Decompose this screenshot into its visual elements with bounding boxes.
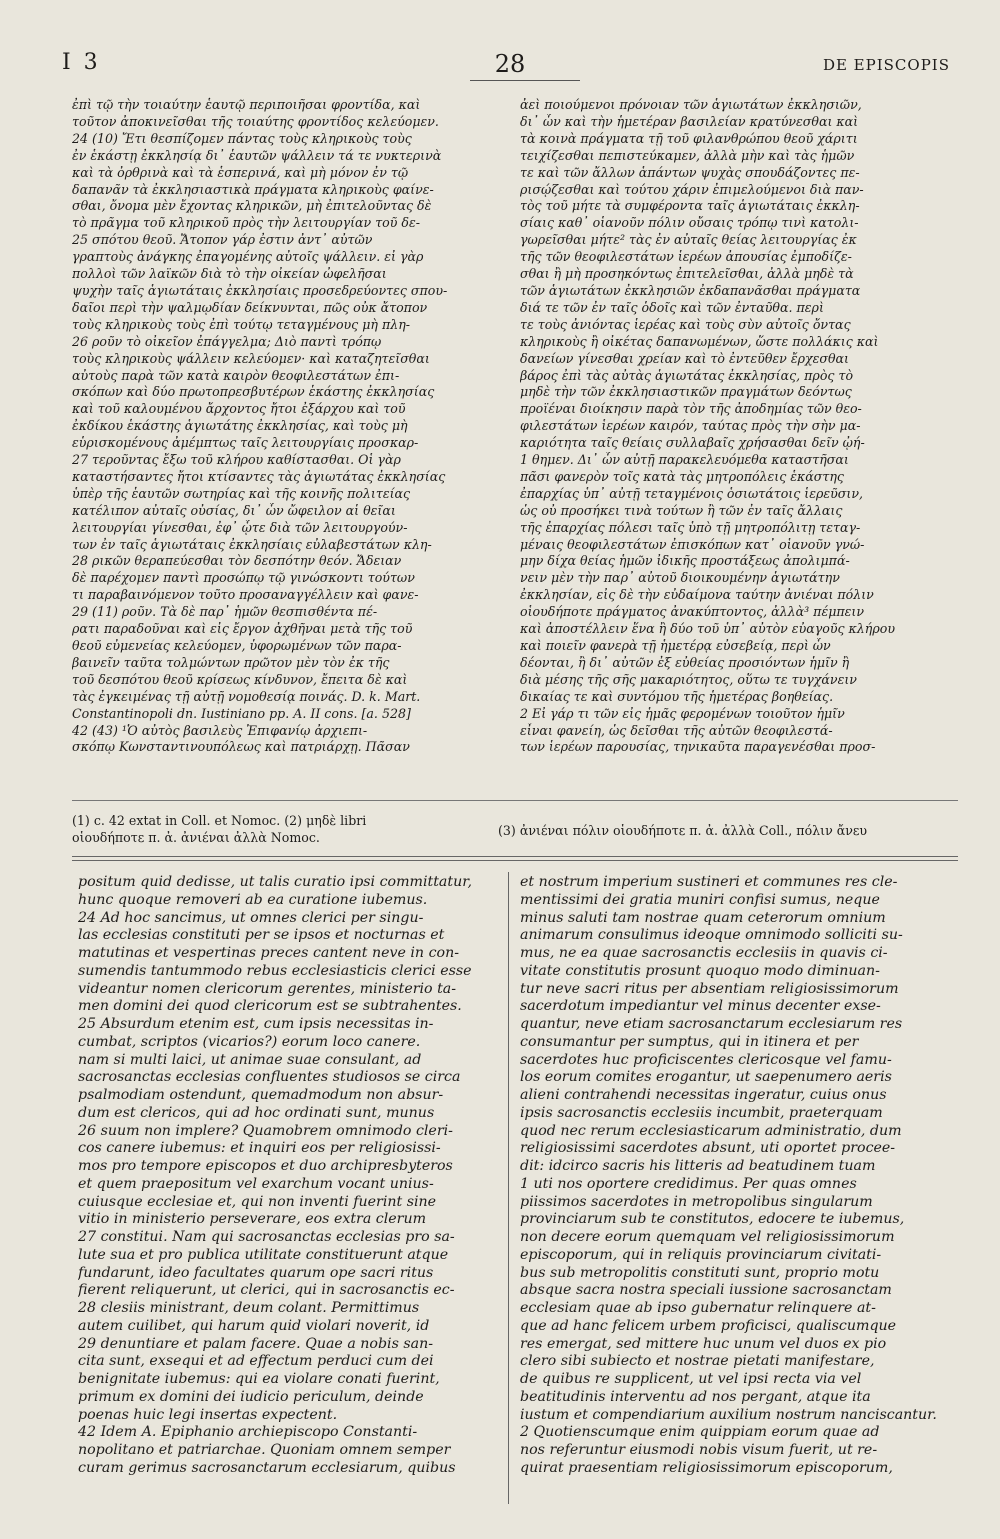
text-line: positum quid dedisse, ut talis curatio ipsi committatur, — [78, 874, 472, 890]
text-line: 42 (43) ¹Ὁ αὐτὸς βασιλεὺς Ἐπιφανίῳ ἀρχιεπι- — [72, 722, 368, 738]
footnotes-left — [72, 812, 492, 846]
text-line: res emergat, sed mittere huc unum vel duos ex pio — [520, 1335, 887, 1352]
text-line: καὶ τὰ ὀρθρινὰ καὶ τὰ ἑσπερινά, καὶ μὴ μόνον ἐν τῷ — [72, 164, 409, 180]
text-line: ἀεὶ ποιούμενοι πρόνοιαν τῶν ἁγιωτάτων ἐκκλησιῶν, — [520, 97, 862, 112]
text-line: lute sua et pro publica utilitate constituerunt atque — [78, 1246, 449, 1263]
text-line: quod nec rerum ecclesiasticarum administratio, dum — [520, 1122, 902, 1139]
text-line: (1) c. 42 extat in Coll. et Nomoc. (2) μηδὲ libri — [72, 813, 367, 828]
text-line: τοὺς κληρικοὺς ψάλλειν κελεύομεν· καὶ καταζητεῖσθαι — [72, 350, 430, 366]
text-line: ἐκκλησίαν, εἰς δὲ τὴν εὐδαίμονα ταύτην ἀνιέναι πόλιν — [520, 587, 874, 603]
text-line: et nostrum imperium sustineri et communes res cle- — [520, 874, 898, 890]
text-line: τῆς τῶν θεοφιλεστάτων ἱερέων ἀπουσίας ἐμποδίζε- — [520, 249, 852, 265]
text-line: mentissimi dei gratia muniri confisi sumus, neque — [520, 891, 880, 908]
column-divider — [508, 872, 509, 1504]
text-line: γραπτοὺς ἀνάγκης ἐπαγομένης αὐτοῖς ψάλλειν. εἰ γὰρ — [72, 249, 424, 265]
text-line: de quibus re supplicent, ut vel ipsi recta via vel — [520, 1371, 862, 1387]
text-line: 1 uti nos oportere credidimus. Per quas omnes — [520, 1175, 857, 1192]
text-line: ἐπὶ τῷ τὴν τοιαύτην ἑαυτῷ περιποιῆσαι φροντίδα, καὶ — [72, 97, 421, 112]
text-line: 24 (10) Ἔτι θεσπίζομεν πάντας τοὺς κληρικοὺς τοὺς — [72, 130, 412, 146]
text-line: 42 Idem A. Epiphanio archiepiscopo Constanti- — [78, 1424, 418, 1441]
text-line: πᾶσι φανερὸν τοῖς κατὰ τὰς μητροπόλεις ἑκάστης — [520, 468, 844, 484]
text-line: τὸ πρᾶγμα τοῦ κληρικοῦ πρὸς τὴν λειτουργίαν τοῦ δε- — [72, 215, 421, 231]
text-line: μην δίχα θείας ἡμῶν ἰδικῆς προστάξεως ἀπολιμπά- — [520, 553, 850, 569]
text-line: que ad hanc felicem urbem proficisci, qualiscumque — [520, 1317, 897, 1334]
text-line: καὶ ποιεῖν φανερὰ τῇ ἡμετέρᾳ εὐσεβείᾳ, περὶ ὧν — [520, 638, 831, 653]
section-label: I 3 — [62, 50, 101, 75]
text-line: σθαι, ὄνομα μὲν ἔχοντας κληρικῶν, μὴ ἐπιτελοῦντας δὲ — [72, 198, 432, 214]
text-line: 26 suum non implere? Quamobrem omnimodo cleri- — [78, 1122, 453, 1139]
text-line: 28 ρικῶν θεραπεύεσθαι τὸν δεσπότην θεόν. Ἄδειαν — [72, 553, 402, 569]
text-line: 25 σπότου θεοῦ. Ἄτοπον γάρ ἐστιν ἀντ᾽ αὐτῶν — [72, 232, 373, 248]
text-line: (3) ἀνιέναι πόλιν οἱουδήποτε π. ἀ. ἀλλὰ Coll., πόλιν ἄνευ — [498, 823, 868, 838]
text-line: et quem praepositum vel exarchum vocant unius- — [78, 1175, 434, 1192]
text-line: 25 Absurdum etenim est, cum ipsis necessitas in- — [78, 1016, 434, 1032]
text-line: δανείων γίνεσθαι χρείαν καὶ τὸ ἐντεῦθεν ἔρχεσθαι — [520, 350, 849, 366]
text-line: 27 constitui. Nam qui sacrosanctas ecclesias pro sa- — [78, 1229, 455, 1245]
text-line: sacerdotum impediantur vel minus decenter exse- — [520, 998, 881, 1015]
page-number: 28 — [494, 50, 526, 78]
text-line: καὶ ἀποστέλλειν ἕνα ἢ δύο τοῦ ὑπ᾽ αὐτὸν εὐαγοῦς κλήρου — [520, 621, 895, 637]
greek-text-right-column — [520, 97, 958, 756]
text-line: primum ex domini dei iudicio periculum, deinde — [78, 1388, 424, 1405]
text-line: γωρεῖσθαι μήτε² τὰς ἐν αὐταῖς θείας λειτουργίας ἐκ — [520, 232, 857, 248]
text-line: tur neve sacri ritus per absentiam religiosissimorum — [520, 980, 899, 997]
text-line: αὐτοὺς παρὰ τῶν κατὰ καιρὸν θεοφιλεστάτων ἐπι- — [72, 367, 400, 383]
text-line: των ἐν ταῖς ἁγιωτάταις ἐκκλησίαις εὐλαβεστάτων κλη- — [72, 536, 432, 552]
text-line: episcoporum, qui in reliquis provinciarum civitati- — [520, 1246, 882, 1263]
text-line: Constantinopoli dn. Iustiniano pp. A. II cons. [a. 528] — [72, 705, 411, 721]
text-line: τοῦ δεσπότου θεοῦ κρίσεως κίνδυνον, ἔπειτα δὲ καὶ — [72, 671, 408, 687]
text-line: πολλοὶ τῶν λαϊκῶν διὰ τὸ τὴν οἰκείαν ὠφελῆσαι — [72, 266, 387, 282]
text-line: non decere eorum quemquam vel religiosissimorum — [520, 1229, 895, 1245]
text-line: piissimos sacerdotes in metropolibus singularum — [520, 1193, 873, 1210]
text-line: νειν μὲν τὴν παρ᾽ αὐτοῦ διοικουμένην ἁγιωτάτην — [520, 570, 840, 586]
text-line: προϊέναι διοίκησιν παρὰ τὸν τῆς ἀποδημίας τῶν θεο- — [520, 401, 862, 417]
text-line: cumbat, scriptos (vicarios?) eorum loco canere. — [78, 1033, 421, 1050]
text-line: δαπανᾶν τὰ ἐκκλησιαστικὰ πράγματα κληρικοὺς φαίνε- — [72, 181, 434, 197]
text-line: animarum consulimus ideoque omnimodo solliciti su- — [520, 927, 903, 944]
text-line: psalmodiam ostendunt, quemadmodum non absur- — [78, 1087, 444, 1103]
latin-section-rule-top — [72, 856, 958, 857]
text-line: δικαίας τε καὶ συντόμου τῆς ἡμετέρας βοηθείας. — [520, 688, 834, 704]
text-line: κληρικοὺς ἢ οἰκέτας δαπανωμένων, ὥστε πολλάκις καὶ — [520, 333, 879, 349]
text-line: ρισῴζεσθαι καὶ τούτου χάριν ἐπιμελούμενοι διὰ παν- — [520, 181, 864, 197]
text-line: fundarunt, ideo facultates quarum ope sacri ritus — [78, 1264, 434, 1281]
text-line: sacerdotes huc proficiscentes clericosque vel famu- — [520, 1051, 892, 1068]
text-line: fierent reliquerunt, ut clerici, qui in sacrosanctis ec- — [78, 1282, 455, 1299]
text-line: mos pro tempore episcopos et duo archipresbyteros — [78, 1158, 453, 1174]
text-line: videantur nomen clericorum gerentes, ministerio ta- — [78, 980, 457, 997]
text-line: καταστήσαντες ἤτοι κτίσαντες τὰς ἁγιωτάτας ἐκκλησίας — [72, 468, 446, 484]
text-line: δι᾽ ὧν καὶ τὴν ἡμετέραν βασιλείαν κρατύνεσθαι καὶ — [520, 113, 859, 129]
text-line: ψυχὴν ταῖς ἁγιωτάταις ἐκκλησίαις προσεδρεύοντες σπου- — [72, 282, 448, 298]
text-line: ἐκδίκου ἑκάστης ἁγιωτάτης ἐκκλησίας, καὶ τοὺς μὴ — [72, 418, 408, 434]
text-line: sacrosanctas ecclesias confluentes studiosos se circa — [78, 1069, 461, 1086]
text-line: τοῦτον ἀποκινεῖσθαι τῆς τοιαύτης φροντίδος κελεύομεν. — [72, 113, 439, 129]
text-line: religiosissimi sacerdotes absunt, uti oportet procee- — [520, 1140, 896, 1157]
text-line: vitio in ministerio perseverare, eos extra clerum — [78, 1211, 427, 1228]
text-line: quirat praesentiam religiosissimorum episcoporum, — [520, 1459, 893, 1476]
text-line: 26 ροῦν τὸ οἰκεῖον ἐπάγγελμα; Διὸ παντὶ τρόπῳ — [72, 333, 382, 349]
text-line: σθαι ἢ μὴ προσηκόντως ἐπιτελεῖσθαι, ἀλλὰ μηδὲ τὰ — [520, 266, 854, 282]
text-line: τὰς ἐγκειμένας τῇ αὐτῇ νομοθεσίᾳ ποινάς. D. k. Mart. — [72, 688, 421, 704]
text-line: 2 Quotienscumque enim quippiam eorum quae ad — [520, 1424, 880, 1441]
text-line: beatitudinis interventu ad nos pergant, atque ita — [520, 1388, 871, 1405]
text-line: βαινεῖν ταῦτα τολμώντων πρῶτον μὲν τὸν ἐκ τῆς — [72, 654, 390, 670]
text-line: οἱουδήποτε πράγματος ἀνακύπτοντος, ἀλλὰ³ πέμπειν — [520, 604, 865, 620]
text-line: 27 τεροῦντας ἔξω τοῦ κλήρου καθίστασθαι. Οἱ γὰρ — [72, 452, 401, 468]
text-line: consumantur per sumptus, qui in itinera et per — [520, 1033, 859, 1050]
text-line: σκόπων καὶ δύο πρωτοπρεσβυτέρων ἑκάστης ἐκκλησίας — [72, 384, 435, 400]
text-line: καριότητα ταῖς θείαις συλλαβαῖς χρήσασθαι δεῖν ᾠή- — [520, 435, 865, 451]
text-line: dum est clericos, qui ad hoc ordinati sunt, munus — [78, 1104, 435, 1121]
text-line: dit: idcirco sacris his litteris ad beatudinem tuam — [520, 1158, 876, 1174]
text-line: 2 Εἰ γάρ τι τῶν εἰς ἡμᾶς φερομένων τοιοῦτον ἡμῖν — [520, 705, 845, 721]
text-line: cita sunt, exsequi et ad effectum perduci cum dei — [78, 1353, 434, 1370]
greek-text-left-column — [72, 97, 502, 756]
text-line: βάρος ἐπὶ τὰς αὐτὰς ἁγιωτάτας ἐκκλησίας, πρὸς τὸ — [520, 367, 854, 383]
text-line: τῆς ἐπαρχίας πόλεσι ταῖς ὑπὸ τῇ μητροπόλιτῃ τεταγ- — [520, 519, 861, 535]
text-line: τῶν ἁγιωτάτων ἐκκλησιῶν ἐκδαπανᾶσθαι πράγματα — [520, 282, 861, 298]
text-line: διὰ μέσης τῆς σῆς μακαριότητος, οὕτω τε τυγχάνειν — [520, 671, 857, 687]
text-line: 28 clesiis ministrant, deum colant. Permittimus — [78, 1300, 420, 1316]
text-line: των ἱερέων παρουσίας, τηνικαῦτα παραγενέσθαι προσ- — [520, 739, 876, 755]
text-line: ipsis sacrosanctis ecclesiis incumbit, praeterquam — [520, 1104, 883, 1121]
text-line: poenas huic legi insertas expectent. — [78, 1406, 338, 1423]
text-line: nam si multi laici, ut animae suae consulant, ad — [78, 1051, 422, 1068]
running-title: DE EPISCOPIS — [822, 56, 950, 74]
text-line: sumendis tantummodo rebus ecclesiasticis clerici esse — [78, 962, 472, 979]
text-line: 1 θημεν. Δι᾽ ὧν αὐτῇ παρακελευόμεθα καταστῆσαι — [520, 452, 849, 468]
text-line: absque sacra nostra speciali iussione sacrosanctam — [520, 1282, 892, 1299]
text-line: δέονται, ἢ δι᾽ αὐτῶν ἐξ εὐθείας προσιόντων ἡμῖν ἢ — [520, 654, 850, 670]
text-line: τι παραβαινόμενον τοῦτο προσαναγγέλλειν καὶ φανε- — [72, 587, 419, 603]
text-line: εἶναι φανείη, ὡς δεῖσθαι τῆς αὐτῶν θεοφιλεστά- — [520, 722, 833, 738]
footnote-rule — [72, 800, 958, 801]
text-line: δὲ παρέχομεν παντὶ προσώπῳ τῷ γινώσκοντι τούτων — [72, 570, 415, 586]
text-line: δαῖοι περὶ τὴν ψαλμῳδίαν δείκνυνται, πῶς οὐκ ἄτοπον — [72, 299, 428, 315]
text-line: 24 Ad hoc sancimus, ut omnes clerici per singu- — [78, 909, 424, 926]
text-line: εὑρισκομένους ἀμέμπτως ταῖς λειτουργίαις προσκαρ- — [72, 435, 419, 451]
text-line: μέναις θεοφιλεστάτων ἐπισκόπων κατ᾽ οἱανοῦν γνώ- — [520, 536, 865, 552]
text-line: bus sub metropolitis constituti sunt, proprio motu — [520, 1264, 880, 1281]
text-line: σίαις καθ᾽ οἱανοῦν πόλιν οὔσαις τρόπῳ τινὶ κατολι- — [520, 215, 859, 231]
footnotes-right — [498, 822, 958, 839]
text-line: curam gerimus sacrosanctarum ecclesiarum, quibus — [78, 1459, 456, 1476]
text-line: ἐπαρχίας ὑπ᾽ αὐτῇ τεταγμένοις ὁσιωτάτοις ἱερεῦσιν, — [520, 485, 863, 501]
text-line: men domini dei quod clericorum est se subtrahentes. — [78, 998, 462, 1015]
text-line: λειτουργίαι γίνεσθαι, ἐφ᾽ ᾧτε διὰ τῶν λειτουργούν- — [72, 519, 408, 535]
text-line: ecclesiam quae ab ipso gubernatur relinquere at- — [520, 1300, 876, 1316]
text-line: οἱουδήποτε π. ἀ. ἀνιέναι ἀλλὰ Nomoc. — [72, 830, 320, 845]
text-line: hunc quoque removeri ab ea curatione iubemus. — [78, 891, 428, 908]
text-line: nos referuntur eiusmodi nobis visum fuerit, ut re- — [520, 1442, 878, 1458]
text-line: vitate constitutis prosunt quoquo modo diminuan- — [520, 962, 880, 979]
text-line: ὡς οὐ προσήκει τινὰ τούτων ἢ τῶν ἐν ταῖς ἄλλαις — [520, 502, 843, 518]
latin-text-left-column — [78, 874, 502, 1478]
text-line: τε τοὺς ἀνιόντας ἱερέας καὶ τοὺς σὺν αὐτοῖς ὄντας — [520, 316, 851, 332]
text-line: cuiusque ecclesiae et, qui non inventi fuerint sine — [78, 1193, 437, 1210]
text-line: las ecclesias constituti per se ipsos et nocturnas et — [78, 927, 445, 944]
text-line: nopolitano et patriarchae. Quoniam omnem semper — [78, 1442, 451, 1458]
text-line: provinciarum sub te constitutos, edocere te iubemus, — [520, 1211, 905, 1228]
text-line: clero sibi subiecto et nostrae pietati manifestare, — [520, 1353, 875, 1370]
text-line: benignitate iubemus: qui ea violare conati fuerint, — [78, 1371, 440, 1387]
text-line: τὰ κοινὰ πράγματα τῇ τοῦ φιλανθρώπου θεοῦ χάριτι — [520, 130, 858, 146]
text-line: ἐν ἑκάστῃ ἐκκλησίᾳ δι᾽ ἑαυτῶν ψάλλειν τά τε νυκτερινὰ — [72, 147, 442, 163]
text-line: cos canere iubemus: et inquiri eos per religiosissi- — [78, 1140, 441, 1157]
text-line: minus saluti tam nostrae quam ceterorum omnium — [520, 909, 886, 926]
text-line: autem cuilibet, qui harum quid violari noverit, id — [78, 1317, 430, 1334]
text-line: alieni contrahendi necessitas ingeratur, cuius onus — [520, 1087, 887, 1103]
latin-text-right-column — [520, 874, 958, 1478]
text-line: iustum et compendiarium auxilium nostrum nanciscantur. — [520, 1406, 937, 1423]
header-rule — [470, 80, 580, 81]
text-line: 29 (11) ροῦν. Τὰ δὲ παρ᾽ ἡμῶν θεσπισθέντα πέ- — [72, 604, 378, 620]
text-line: los eorum comites erogantur, ut saepenumero aeris — [520, 1069, 892, 1086]
text-line: φιλεστάτων ἱερέων καιρόν, ταύτας πρὸς τὴν σὴν μα- — [520, 418, 861, 434]
text-line: καὶ τοῦ καλουμένου ἄρχοντος ἤτοι ἐξάρχου καὶ τοῦ — [72, 401, 406, 417]
text-line: μηδὲ τὴν τῶν ἐκκλησιαστικῶν πραγμάτων δεόντως — [520, 384, 852, 400]
text-line: διά τε τῶν ἐν ταῖς ὁδοῖς καὶ τῶν ἐνταῦθα. περὶ — [520, 299, 824, 315]
text-line: τὸς τοῦ μήτε τὰ συμφέροντα ταῖς ἁγιωτάταις ἐκκλη- — [520, 198, 860, 214]
text-line: quantur, neve etiam sacrosanctarum ecclesiarum res — [520, 1016, 903, 1032]
text-line: σκόπῳ Κωνσταντινουπόλεως καὶ πατριάρχῃ. Πᾶσαν — [72, 739, 410, 755]
text-line: τε καὶ τῶν ἄλλων ἁπάντων ψυχὰς σπουδάζοντες πε- — [520, 164, 860, 180]
text-line: τειχίζεσθαι πεπιστεύκαμεν, ἀλλὰ μὴν καὶ τὰς ἡμῶν — [520, 147, 855, 163]
text-line: ρατι παραδοῦναι καὶ εἰς ἔργον ἀχθῆναι μετὰ τῆς τοῦ — [72, 621, 413, 637]
text-line: τοὺς κληρικοὺς τοὺς ἐπὶ τούτῳ τεταγμένους μὴ πλη- — [72, 316, 411, 332]
text-line: matutinas et vespertinas preces cantent neve in con- — [78, 945, 459, 961]
text-line: ὑπὲρ τῆς ἑαυτῶν σωτηρίας καὶ τῆς κοινῆς πολιτείας — [72, 485, 411, 501]
text-line: θεοῦ εὐμενείας κελεύομεν, ὑφορωμένων τῶν παρα- — [72, 638, 402, 653]
text-line: mus, ne ea quae sacrosanctis ecclesiis in quavis ci- — [520, 945, 888, 961]
text-line: 29 denuntiare et palam facere. Quae a nobis san- — [78, 1335, 434, 1352]
text-line: κατέλιπον αὐταῖς οὐσίας, δι᾽ ὧν ὤφειλον αἱ θεῖαι — [72, 502, 396, 518]
latin-section-rule-bottom — [72, 860, 958, 861]
